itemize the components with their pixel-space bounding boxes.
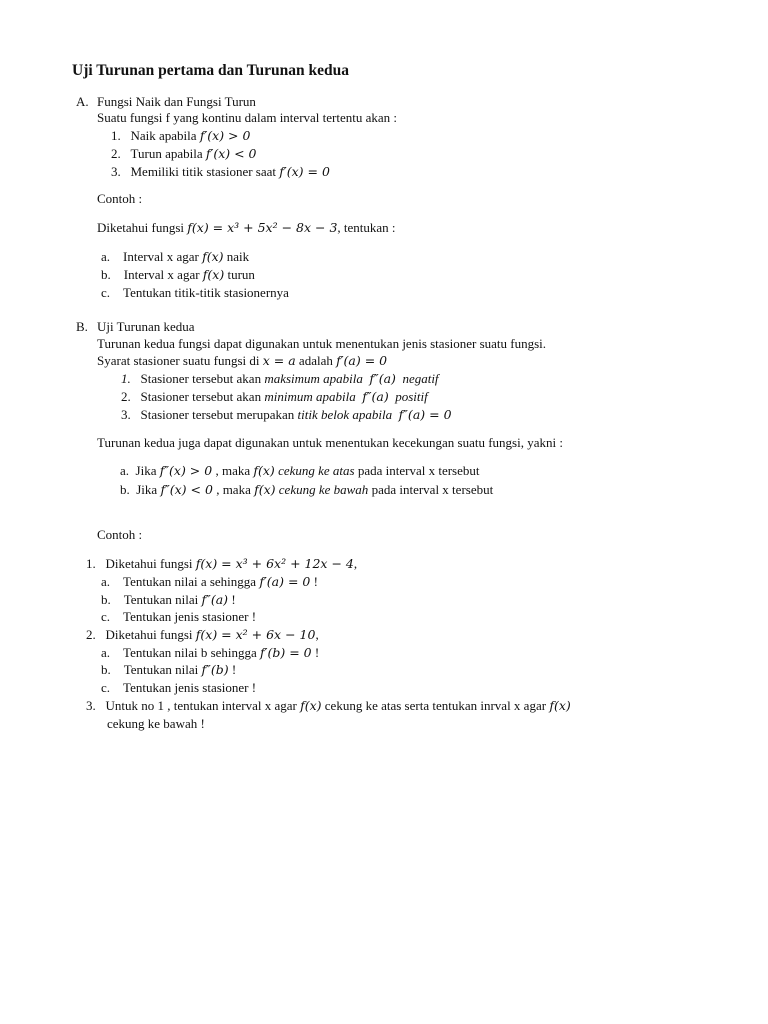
section-a-contoh-label: Contoh : <box>97 191 143 206</box>
section-a-intro: Suatu fungsi f yang kontinu dalam interval tertentu akan : <box>97 110 398 125</box>
section-a-item-2: 2. Turun apabila f′(x) < 0 <box>111 146 257 161</box>
exercise-3-line-2: cekung ke bawah ! <box>107 716 205 731</box>
section-b-contoh-label: Contoh : <box>97 527 143 542</box>
section-a-task-b: b. Interval x agar f(x) turun <box>101 267 255 282</box>
exercise-2-part-a: a. Tentukan nilai b sehingga f′(b) = 0 ! <box>101 645 320 660</box>
section-b-marker: B. <box>76 319 88 334</box>
exercise-1-part-b: b. Tentukan nilai f″(a) ! <box>101 592 236 607</box>
exercise-2-part-b: b. Tentukan nilai f″(b) ! <box>101 662 237 677</box>
exercise-3: 3. Untuk no 1 , tentukan interval x agar f(x) cekung ke atas serta tentukan inrval x agar f(x) <box>86 698 571 713</box>
page-title: Uji Turunan pertama dan Turunan kedua <box>72 62 349 79</box>
exercise-2: 2. Diketahui fungsi f(x) = x² + 6x − 10, <box>86 627 319 642</box>
section-a-item-1: 1. Naik apabila f′(x) > 0 <box>111 128 251 143</box>
section-b-intro-1: Turunan kedua fungsi dapat digunakan untuk menentukan jenis stasioner suatu fungsi. <box>97 336 547 351</box>
section-a-task-a: a. Interval x agar f(x) naik <box>101 249 250 264</box>
exercise-1-part-a: a. Tentukan nilai a sehingga f′(a) = 0 ! <box>101 574 318 589</box>
section-a-example: Diketahui fungsi f(x) = x³ + 5x² − 8x − 3, tentukan : <box>97 220 396 235</box>
section-a-item-3: 3. Memiliki titik stasioner saat f′(x) = 0 <box>111 164 330 179</box>
section-a-task-c: c. Tentukan titik-titik stasionernya <box>101 285 289 300</box>
section-b-item-1: 1. Stasioner tersebut akan maksimum apabila f″(a) negatif <box>121 371 439 386</box>
section-b-concavity-intro: Turunan kedua juga dapat digunakan untuk menentukan kecekungan suatu fungsi, yakni : <box>97 435 563 450</box>
exercise-1: 1. Diketahui fungsi f(x) = x³ + 6x² + 12x − 4, <box>86 556 358 571</box>
section-b-intro-2: Syarat stasioner suatu fungsi di x = a adalah f′(a) = 0 <box>97 353 388 368</box>
exercise-2-part-c: c. Tentukan jenis stasioner ! <box>101 680 257 695</box>
section-b-concavity-a: a. Jika f″(x) > 0 , maka f(x) cekung ke atas pada interval x tersebut <box>120 463 480 478</box>
section-b-item-2: 2. Stasioner tersebut akan minimum apabila f″(a) positif <box>121 389 428 404</box>
section-b-concavity-b: b. Jika f″(x) < 0 , maka f(x) cekung ke bawah pada interval x tersebut <box>120 482 494 497</box>
exercise-1-part-c: c. Tentukan jenis stasioner ! <box>101 609 257 624</box>
section-b-heading: Uji Turunan kedua <box>97 319 195 334</box>
section-a-heading: Fungsi Naik dan Fungsi Turun <box>97 94 256 109</box>
section-b-item-3: 3. Stasioner tersebut merupakan titik belok apabila f″(a) = 0 <box>121 407 452 422</box>
section-a-marker: A. <box>76 94 89 109</box>
